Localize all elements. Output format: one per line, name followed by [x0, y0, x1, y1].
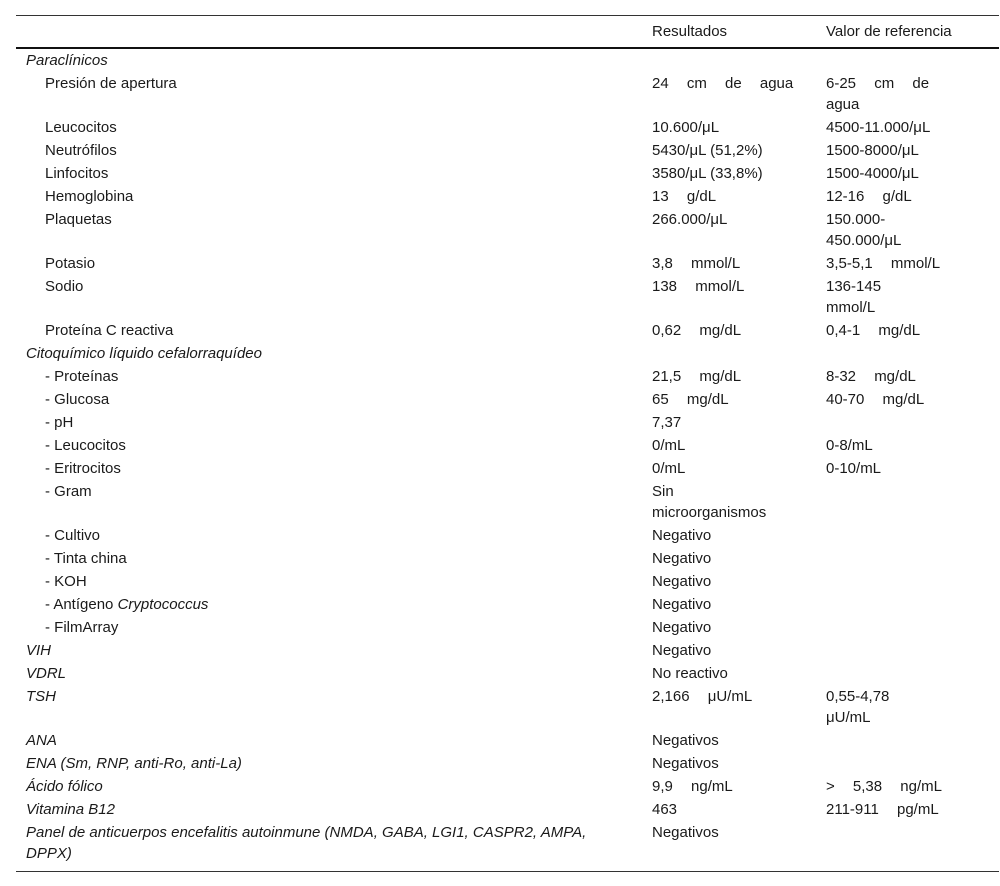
- row-label: - Eritrocitos: [45, 460, 121, 477]
- reference-cell: 6-25 cm de agua: [826, 75, 930, 113]
- result-cell: 463: [652, 801, 678, 818]
- reference-cell: 0,55-4,78 μU/mL: [826, 688, 890, 726]
- row-label: - pH: [45, 414, 74, 431]
- result-cell: Sin microorganismos: [652, 483, 767, 521]
- row-label: Plaquetas: [45, 211, 112, 228]
- section-label: ANA: [26, 732, 57, 749]
- row-label: - Cultivo: [45, 527, 101, 544]
- reference-cell: 12-16 g/dL: [826, 188, 912, 205]
- section-label: Citoquímico líquido cefalorraquídeo: [26, 345, 262, 362]
- reference-cell: 4500-11.000/μL: [826, 119, 931, 136]
- row-label: - Tinta china: [45, 550, 127, 567]
- table-row: [16, 252, 999, 275]
- table-row: [16, 821, 999, 865]
- table-row: [16, 434, 999, 457]
- result-cell: 0,62 mg/dL: [652, 322, 742, 339]
- row-label: Hemoglobina: [45, 188, 134, 205]
- result-cell: Negativo: [652, 527, 712, 544]
- result-cell: Negativo: [652, 619, 712, 636]
- row-label: Presión de apertura: [45, 75, 177, 92]
- table-row: [16, 752, 999, 775]
- row-label: Leucocitos: [45, 119, 117, 136]
- result-cell: 138 mmol/L: [652, 278, 745, 295]
- table-row: [16, 639, 999, 662]
- table-row: [16, 685, 999, 729]
- organism-name: Cryptococcus: [117, 596, 209, 613]
- section-label: Panel de anticuerpos encefalitis autoinmune (NMDA, GABA, LGI1, CASPR2, AMPA, DPPX): [26, 824, 587, 862]
- table-row: [16, 570, 999, 593]
- table-row: [16, 388, 999, 411]
- table-row: [16, 480, 999, 524]
- table-row: [16, 185, 999, 208]
- row-label: [16, 594, 652, 615]
- lab-results-table: [16, 15, 999, 872]
- table-row: [16, 775, 999, 798]
- result-cell: Negativo: [652, 573, 712, 590]
- table-row: [16, 524, 999, 547]
- result-cell: 21,5 mg/dL: [652, 368, 742, 385]
- result-cell: 65 mg/dL: [652, 391, 729, 408]
- result-cell: 0/mL: [652, 437, 686, 454]
- section-label: TSH: [26, 688, 56, 705]
- result-cell: 0/mL: [652, 460, 686, 477]
- table-row: [16, 798, 999, 821]
- result-cell: Negativo: [652, 596, 712, 613]
- result-cell: No reactivo: [652, 665, 728, 682]
- reference-cell: > 5,38 ng/mL: [826, 778, 942, 795]
- table-row: [16, 411, 999, 434]
- row-label: Neutrófilos: [45, 142, 117, 159]
- result-cell: Negativos: [652, 824, 719, 841]
- row-label: - Glucosa: [45, 391, 110, 408]
- table-row: [16, 275, 999, 319]
- row-label-text: - Antígeno: [45, 596, 118, 613]
- row-label: Sodio: [45, 278, 84, 295]
- row-label: - Leucocitos: [45, 437, 126, 454]
- row-label: - FilmArray: [45, 619, 119, 636]
- table-row: [16, 457, 999, 480]
- result-cell: 7,37: [652, 414, 682, 431]
- result-cell: Negativo: [652, 642, 712, 659]
- result-cell: Negativos: [652, 755, 719, 772]
- table-row: [16, 162, 999, 185]
- table-row: [16, 662, 999, 685]
- row-label: Proteína C reactiva: [45, 322, 174, 339]
- reference-cell: 211-911 pg/mL: [826, 801, 939, 818]
- table-row: [16, 49, 999, 72]
- section-label: VDRL: [26, 665, 67, 682]
- row-label: - Gram: [45, 483, 92, 500]
- reference-cell: 3,5-5,1 mmol/L: [826, 255, 941, 272]
- result-cell: Negativos: [652, 732, 719, 749]
- result-cell: 10.600/μL: [652, 119, 720, 136]
- row-label: Potasio: [45, 255, 96, 272]
- row-label: Linfocitos: [45, 165, 109, 182]
- table-row: [16, 116, 999, 139]
- table-header-row: [16, 16, 999, 47]
- section-label: Ácido fólico: [26, 778, 103, 795]
- result-cell: 3580/μL (33,8%): [652, 165, 763, 182]
- reference-cell: 1500-4000/μL: [826, 165, 919, 182]
- section-label: VIH: [26, 642, 52, 659]
- section-label: ENA (Sm, RNP, anti-Ro, anti-La): [26, 755, 242, 772]
- table-body: [16, 49, 999, 865]
- header-results: Resultados: [652, 23, 728, 40]
- reference-cell: 40-70 mg/dL: [826, 391, 925, 408]
- result-cell: 24 cm de agua: [652, 75, 794, 92]
- result-cell: 13 g/dL: [652, 188, 717, 205]
- result-cell: 3,8 mmol/L: [652, 255, 741, 272]
- reference-cell: 136-145 mmol/L: [826, 278, 882, 316]
- result-cell: 9,9 ng/mL: [652, 778, 733, 795]
- table-row: [16, 593, 999, 616]
- reference-cell: 0,4-1 mg/dL: [826, 322, 921, 339]
- table-row: [16, 365, 999, 388]
- reference-cell: 0-8/mL: [826, 437, 873, 454]
- result-cell: 2,166 μU/mL: [652, 688, 753, 705]
- result-cell: 266.000/μL: [652, 211, 728, 228]
- table-row: [16, 729, 999, 752]
- table-row: [16, 547, 999, 570]
- header-reference: Valor de referencia: [826, 23, 952, 40]
- table-row: [16, 319, 999, 342]
- table-row: [16, 342, 999, 365]
- row-label: - KOH: [45, 573, 87, 590]
- table-bottom-rule: [16, 871, 999, 872]
- table-row: [16, 208, 999, 252]
- result-cell: 5430/μL (51,2%): [652, 142, 763, 159]
- reference-cell: 8-32 mg/dL: [826, 368, 916, 385]
- result-cell: Negativo: [652, 550, 712, 567]
- table-row: [16, 72, 999, 116]
- reference-cell: 0-10/mL: [826, 460, 882, 477]
- row-label: - Proteínas: [45, 368, 119, 385]
- table-row: [16, 616, 999, 639]
- reference-cell: 150.000-450.000/μL: [826, 211, 902, 249]
- section-label: Vitamina B12: [26, 801, 115, 818]
- reference-cell: 1500-8000/μL: [826, 142, 919, 159]
- table-row: [16, 139, 999, 162]
- section-label: Paraclínicos: [26, 52, 108, 69]
